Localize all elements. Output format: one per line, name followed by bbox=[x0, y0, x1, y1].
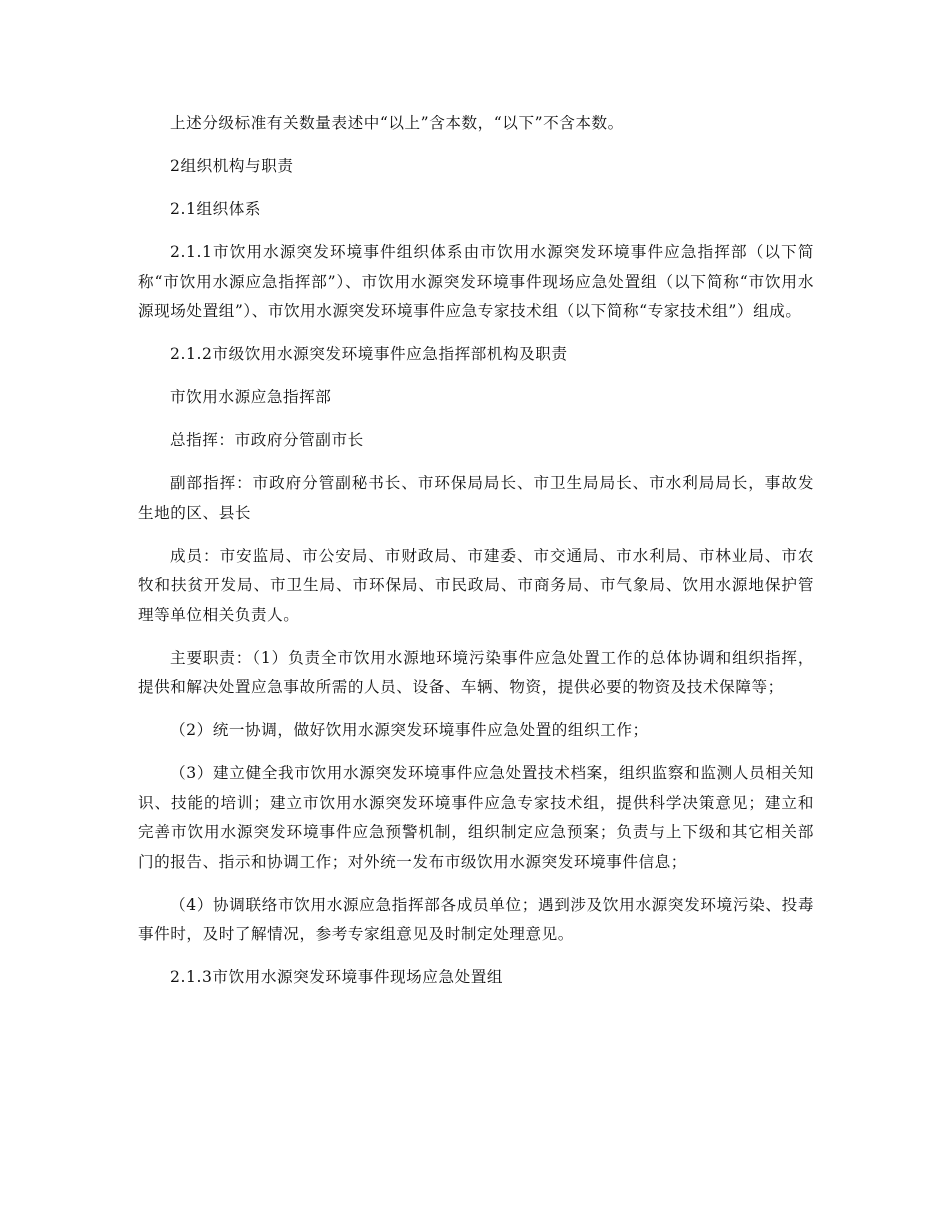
paragraph-gap bbox=[138, 703, 814, 717]
paragraph-deputy-commanders: 副部指挥：市政府分管副秘书长、市环保局局长、市卫生局局长、市水利局局长，事故发生地的区、县长 bbox=[138, 474, 814, 522]
paragraph-members: 成员：市安监局、市公安局、市财政局、市建委、市交通局、市水利局、市林业局、市农牧和扶贫开发局、市卫生局、市环保局、市民政局、市商务局、市气象局、饮用水源地保护管理等单位相关负责人。 bbox=[138, 546, 814, 624]
paragraph-gap bbox=[138, 746, 814, 760]
paragraph-gap bbox=[138, 370, 814, 384]
paragraph-duty-3: （3）建立健全我市饮用水源突发环境事件应急处置技术档案，组织监察和监测人员相关知识、技能的培训；建立市饮用水源突发环境事件应急专家技术组，提供科学决策意见；建立和完善市饮用水源突发环境事件应急预警机制，组织制定应急预案；负责与上下级和其它相关部门的报告、指示和协调工作；对外统一发布市级饮用水源突发环境事件信息； bbox=[138, 764, 814, 871]
section-heading-2-1: 2.1组织体系 bbox=[170, 200, 262, 218]
paragraph-gap bbox=[138, 139, 814, 153]
paragraph-main-duties: 主要职责：（1）负责全市饮用水源地环境污染事件应急处置工作的总体协调和组织指挥，提供和解决处置应急事故所需的人员、设备、车辆、物资，提供必要的物资及技术保障等； bbox=[138, 648, 814, 696]
document-body bbox=[138, 109, 814, 993]
paragraph-organization-system: 2.1.1市饮用水源突发环境事件组织体系由市饮用水源突发环境事件应急指挥部（以下简称“市饮用水源应急指挥部”）、市饮用水源突发环境事件现场应急处置组（以下简称“市饮用水源现场处置组”）、市饮用水源突发环境事件应急专家技术组（以下简称“专家技术组”）组成。 bbox=[138, 243, 814, 320]
section-heading-2-1-2: 2.1.2市级饮用水源突发环境事件应急指挥部机构及职责 bbox=[170, 345, 568, 363]
paragraph-gap bbox=[138, 182, 814, 196]
paragraph-duty-4: （4）协调联络市饮用水源应急指挥部各成员单位；遇到涉及饮用水源突发环境污染、投毒事件时，及时了解情况，参考专家组意见及时制定处理意见。 bbox=[138, 895, 814, 943]
paragraph-gap bbox=[138, 950, 814, 964]
paragraph-grading-note: 上述分级标准有关数量表述中“以上”含本数，“以下”不含本数。 bbox=[170, 114, 624, 132]
paragraph-command-center: 市饮用水源应急指挥部 bbox=[170, 388, 332, 406]
paragraph-gap bbox=[138, 630, 814, 644]
section-heading-2-1-3: 2.1.3市饮用水源突发环境事件现场应急处置组 bbox=[170, 968, 504, 986]
paragraph-commander: 总指挥：市政府分管副市长 bbox=[170, 431, 364, 449]
section-heading-2: 2组织机构与职责 bbox=[170, 157, 294, 175]
paragraph-gap bbox=[138, 413, 814, 427]
paragraph-gap bbox=[138, 327, 814, 341]
paragraph-duty-2: （2）统一协调，做好饮用水源突发环境事件应急处置的组织工作； bbox=[170, 721, 649, 739]
paragraph-gap bbox=[138, 456, 814, 470]
paragraph-gap bbox=[138, 877, 814, 891]
paragraph-gap bbox=[138, 528, 814, 542]
paragraph-gap bbox=[138, 225, 814, 239]
